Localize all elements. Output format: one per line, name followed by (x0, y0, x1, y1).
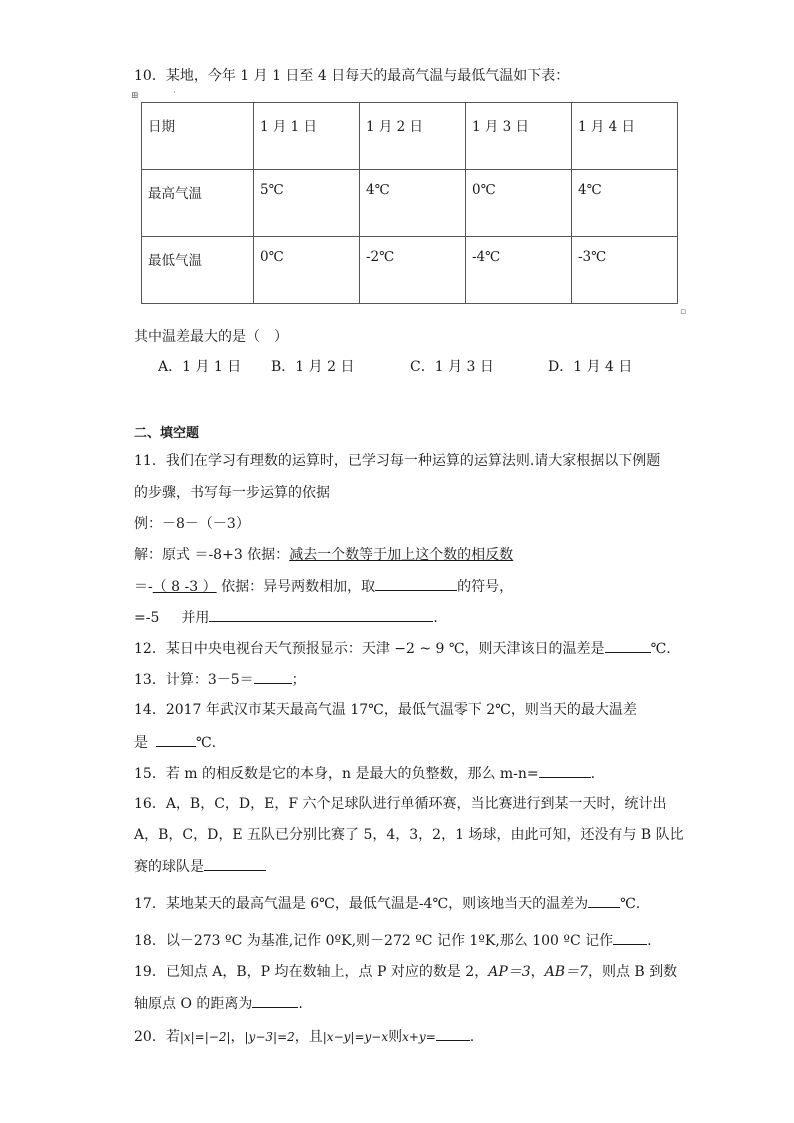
option-c: C．1 月 3 日 (410, 359, 494, 375)
table-row (142, 237, 678, 304)
table-cell: -4℃ (466, 237, 572, 304)
temperature-table (141, 102, 678, 304)
q19-line2-text: 轴原点 O 的距离为 (134, 996, 253, 1012)
q11-line2: 的步骤，书写每一步运算的依据 (134, 485, 330, 501)
q20-mid: 则 (388, 1029, 403, 1045)
q14-blank[interactable] (156, 732, 196, 747)
q18 (134, 930, 652, 951)
q16-blank[interactable] (204, 856, 266, 871)
q16-line2: A，B，C，D，E 五队已分别比赛了 5，4，3，2，1 场球，由此可知，还没有与 B 队比 (134, 827, 684, 843)
option-b: B．1 月 2 日 (271, 359, 355, 375)
q12-text: 12．某日中央电视台天气预报显示：天津 −2 ~ 9 ℃，则天津该日的温差是 (134, 641, 605, 657)
q17-text: 17．某地某天的最高气温是 6℃，最低气温是-4℃，则该地当天的温差为 (134, 896, 589, 912)
table-cell: 0℃ (466, 170, 572, 237)
q15-suffix: . (590, 766, 596, 782)
q13-suffix: ； (291, 672, 306, 688)
q10-stem: 10．某地，今年 1 月 1 日至 4 日每天的最高气温与最低气温如下表： (134, 68, 570, 84)
q17-suffix: ℃. (620, 896, 641, 912)
q11-step3-mid: 并用 (181, 610, 210, 626)
q13 (134, 669, 306, 690)
q11-blank-sign[interactable] (375, 576, 457, 591)
q11-step2-suffix: 的符号， (457, 579, 514, 595)
table-cell: 最低气温 (142, 237, 254, 304)
q20-prefix: 20．若 (134, 1029, 180, 1045)
q11-solution-basis: 减去一个数等于加上这个数的相反数 (289, 547, 514, 563)
table-cell: -2℃ (360, 237, 466, 304)
q20-blank[interactable] (436, 1026, 470, 1041)
q16-line1: 16．A，B，C，D，E，F 六个足球队进行单循环赛，当比赛进行到某一天时，统计出 (134, 796, 667, 812)
q11-step3: =-5 并用 . (134, 607, 438, 628)
q14-line1: 14．2017 年武汉市某天最高气温 17℃，最低气温零下 2℃，则当天的最大温差 (134, 702, 637, 718)
q20-expr3: |x−y|=y−x (322, 1030, 389, 1044)
table-anchor-mark: ⊞ (131, 91, 139, 101)
q16-line3 (134, 856, 266, 877)
option-a: A．1 月 1 日 (158, 359, 242, 375)
q19-ap: AP＝3 (488, 964, 531, 980)
q11-step2-expr: （ 8 -3 ） (152, 579, 217, 595)
table-cell: 0℃ (254, 237, 360, 304)
q11-blank-method[interactable] (209, 607, 433, 622)
q18-text: 18．以－273 ºC 为基准,记作 0ºK,则－272 ºC 记作 1ºK,那么 100 ºC 记作 (134, 933, 614, 949)
q20-expr4: x+y= (402, 1030, 436, 1044)
q20 (134, 1026, 474, 1047)
table-resize-mark: ▫ (680, 307, 687, 317)
q14-line2 (134, 732, 216, 753)
table-cell: 1 月 3 日 (466, 103, 572, 170)
q11-solution-prefix: 解：原式 ＝-8+3 依据： (134, 547, 290, 563)
q19-line1-suffix: ，则点 B 到数 (587, 964, 678, 980)
q17-blank[interactable] (588, 893, 620, 908)
q19-blank[interactable] (252, 993, 298, 1008)
q11-step3-prefix: =-5 (134, 610, 160, 626)
q20-expr2: |y−3|=2 (244, 1030, 295, 1044)
option-d: D．1 月 4 日 (548, 359, 633, 375)
table-cell: -3℃ (572, 237, 678, 304)
q11-step2-mid: 依据：异号两数相加，取 (216, 579, 376, 595)
q20-sep1: ， (230, 1029, 245, 1045)
dot-mark: · (173, 88, 176, 98)
q19-sep: ， (530, 964, 545, 980)
table-cell: 1 月 1 日 (254, 103, 360, 170)
q19-line2 (134, 993, 303, 1014)
table-cell: 1 月 2 日 (360, 103, 466, 170)
q19-ab: AB＝7 (544, 964, 588, 980)
q19-line1 (134, 962, 677, 982)
q19-suffix: . (298, 996, 303, 1012)
q15-text: 15．若 m 的相反数是它的本身，n 是最大的负整数，那么 m-n= (134, 766, 539, 782)
q20-sep2: ，且 (294, 1029, 323, 1045)
q10-question: 其中温差最大的是（ ） (134, 329, 288, 345)
table-cell: 4℃ (572, 170, 678, 237)
table-cell: 4℃ (360, 170, 466, 237)
table-cell: 日期 (142, 103, 254, 170)
q11-line1: 11．我们在学习有理数的运算时，已学习每一种运算的运算法则.请大家根据以下例题 (134, 453, 661, 469)
q15 (134, 763, 595, 784)
table-cell: 1 月 4 日 (572, 103, 678, 170)
q13-text: 13．计算：3－5＝ (134, 672, 254, 688)
q18-blank[interactable] (613, 930, 647, 945)
q11-step2 (134, 576, 513, 597)
table-cell: 5℃ (254, 170, 360, 237)
q20-expr1: |x|=|−2| (179, 1030, 231, 1044)
q12-blank[interactable] (605, 638, 651, 653)
q11-step2-prefix: ＝- (134, 579, 153, 595)
q13-blank[interactable] (254, 669, 292, 684)
q12-suffix: ℃. (650, 641, 671, 657)
table-cell: 最高气温 (142, 170, 254, 237)
q18-suffix: . (647, 933, 652, 949)
table-row (142, 170, 678, 237)
q14-suffix: ℃. (196, 735, 217, 751)
q15-blank[interactable] (539, 763, 591, 778)
q19-line1-prefix: 19．已知点 A，B，P 均在数轴上，点 P 对应的数是 2， (134, 964, 489, 980)
q16-line3-text: 赛的球队是 (134, 859, 204, 875)
q11-solution (134, 545, 513, 565)
q20-suffix: . (469, 1029, 475, 1045)
q14-line2-prefix: 是 (134, 735, 148, 751)
q17 (134, 893, 640, 914)
q11-example: 例：－8－（－3） (134, 516, 250, 532)
section-title: 二、填空题 (134, 426, 200, 441)
table-header-row (142, 103, 678, 170)
q12 (134, 638, 671, 659)
